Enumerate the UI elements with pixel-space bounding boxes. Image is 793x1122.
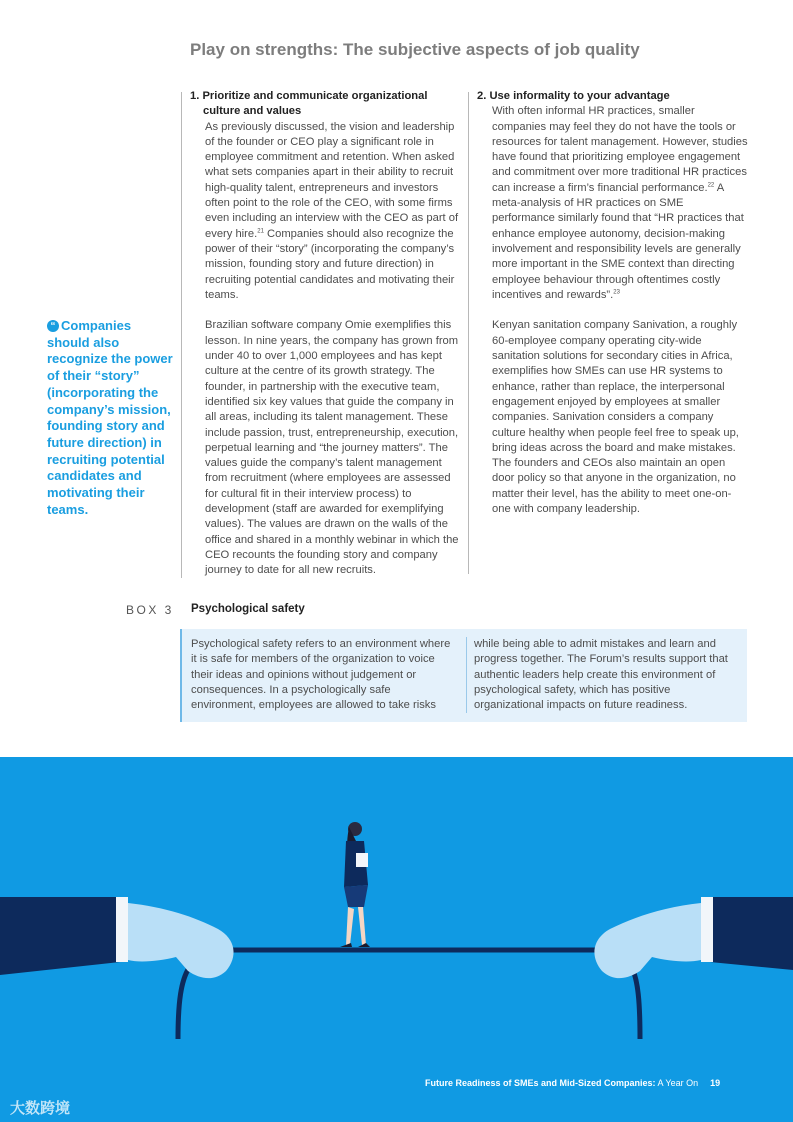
left-hand [128,903,234,978]
right-paragraph-1: With often informal HR practices, smaller companies may feel they do not have the tools or resources for talent management. However, studies have found that prioritizing employee engagement and commitment over more traditional HR practices can increase a firm’s financial performance.$^{22}$ A meta-analysis of HR practices on SME performance similarly found that “HR practices that enhance employee autonomy, decision-making involvement and responsibility levels are generally more important in the SME context than directing employee behaviour through oftentimes costly incentives and rewards”.$^{23}$ [492,105,748,301]
right-cuff [701,897,713,962]
left-paragraph-1: As previously discussed, the vision and leadership of the founder or CEO play a significant role in employee commitment and retention. When asked what sets companies apart in their ability to recruit high-quality talent, entrepreneurs and investors often point to the role of the CEO, with some firms even including an interview with the CEO as part of every hire.$^{21}$ Companies should also recognize the power of their “story” (incorporating the company’s mission, founding story and future direction) in recruiting potential candidates and motivating their teams. [205,120,459,301]
rope [178,950,640,1039]
pull-quote [47,318,177,518]
quote-mark-icon: “ [47,320,59,332]
pull-quote-text: Companies should also recognize the power of their “story” (incorporating the company’s mission, founding story and future direction) in recruiting potential candidates and motivating their teams. [47,318,173,517]
section-heading-2: 2. Use informality to your advantage [477,90,670,102]
footnote-ref-21[interactable]: 21 [257,227,264,234]
tightrope-illustration-svg [0,757,793,1122]
right-column [477,89,749,533]
column-divider [468,92,469,574]
left-cuff [116,897,128,962]
left-column [190,89,462,594]
right-hand [594,903,701,978]
page-number: 19 [710,1078,721,1088]
footnote-ref-22[interactable]: 22 [707,182,715,189]
illustration-tightrope [0,757,793,1122]
right-paragraph-2: Kenyan sanitation company Sanivation, a roughly 60-employee company operating city-wide sanitation solutions for secondary cities in Africa, exemplifies how SMEs can use HR systems to enhance, rather than replace, the interpersonal engagement enjoyed by employees at smaller companies. Sanivation considers a company culture healthy when people feel free to speak up, bring ideas across the board and make mistakes. The founders and CEOs also maintain an open door policy so that anyone in the organization, no matter their level, has the ability to meet one-on-one with company leadership. [492,319,739,516]
page-footer [425,1078,720,1088]
left-sleeve [0,897,120,975]
box-label: BOX 3 [126,603,174,617]
right-sleeve [710,897,793,970]
box-column-2: while being able to admit mistakes and learn and progress together. The Forum’s results support that authentic leaders help create this environment of psychological safety, which has positive organizational impacts on future readiness. [474,638,728,712]
left-paragraph-2: Brazilian software company Omie exemplifies this lesson. In nine years, the company has grown from under 40 to over 1,000 employees and has kept culture at the centre of its growth strategy. The founder, in partnership with the executive team, identified six key values that guide the company in all areas, including its talent management. These include passion, trust, entrepreneurship, execution, perpetual learning and “the journey matters”. The values guide the company’s talent management from recruitment (where employees are assessed for cultural fit in their interview process) to development (staff are awarded for exemplifying values). The values are drawn on the walls of the office and shared in a monthly webinar in which the CEO recounts the founding story and company journey to date for all new recruits. [205,319,459,577]
page-title: Play on strengths: The subjective aspects of job quality [190,40,640,59]
footer-report-subtitle: A Year On [655,1078,699,1088]
footnote-ref-23[interactable]: 23 [613,289,620,296]
woman-figure [340,822,370,947]
box-title: Psychological safety [191,603,305,615]
box-divider [466,637,467,713]
box-column-1: Psychological safety refers to an environment where it is safe for members of the organization to voice their ideas and opinions without judgement or consequences. In a psychologically safe environment, employees are allowed to take risks [191,638,451,712]
psychological-safety-box [180,629,747,722]
footer-report-title: Future Readiness of SMEs and Mid-Sized Companies: [425,1078,656,1088]
left-rule [181,92,182,578]
watermark: 大数跨境 [10,1100,71,1117]
section-heading-1: 1. Prioritize and communicate organizational culture and values [190,90,428,118]
